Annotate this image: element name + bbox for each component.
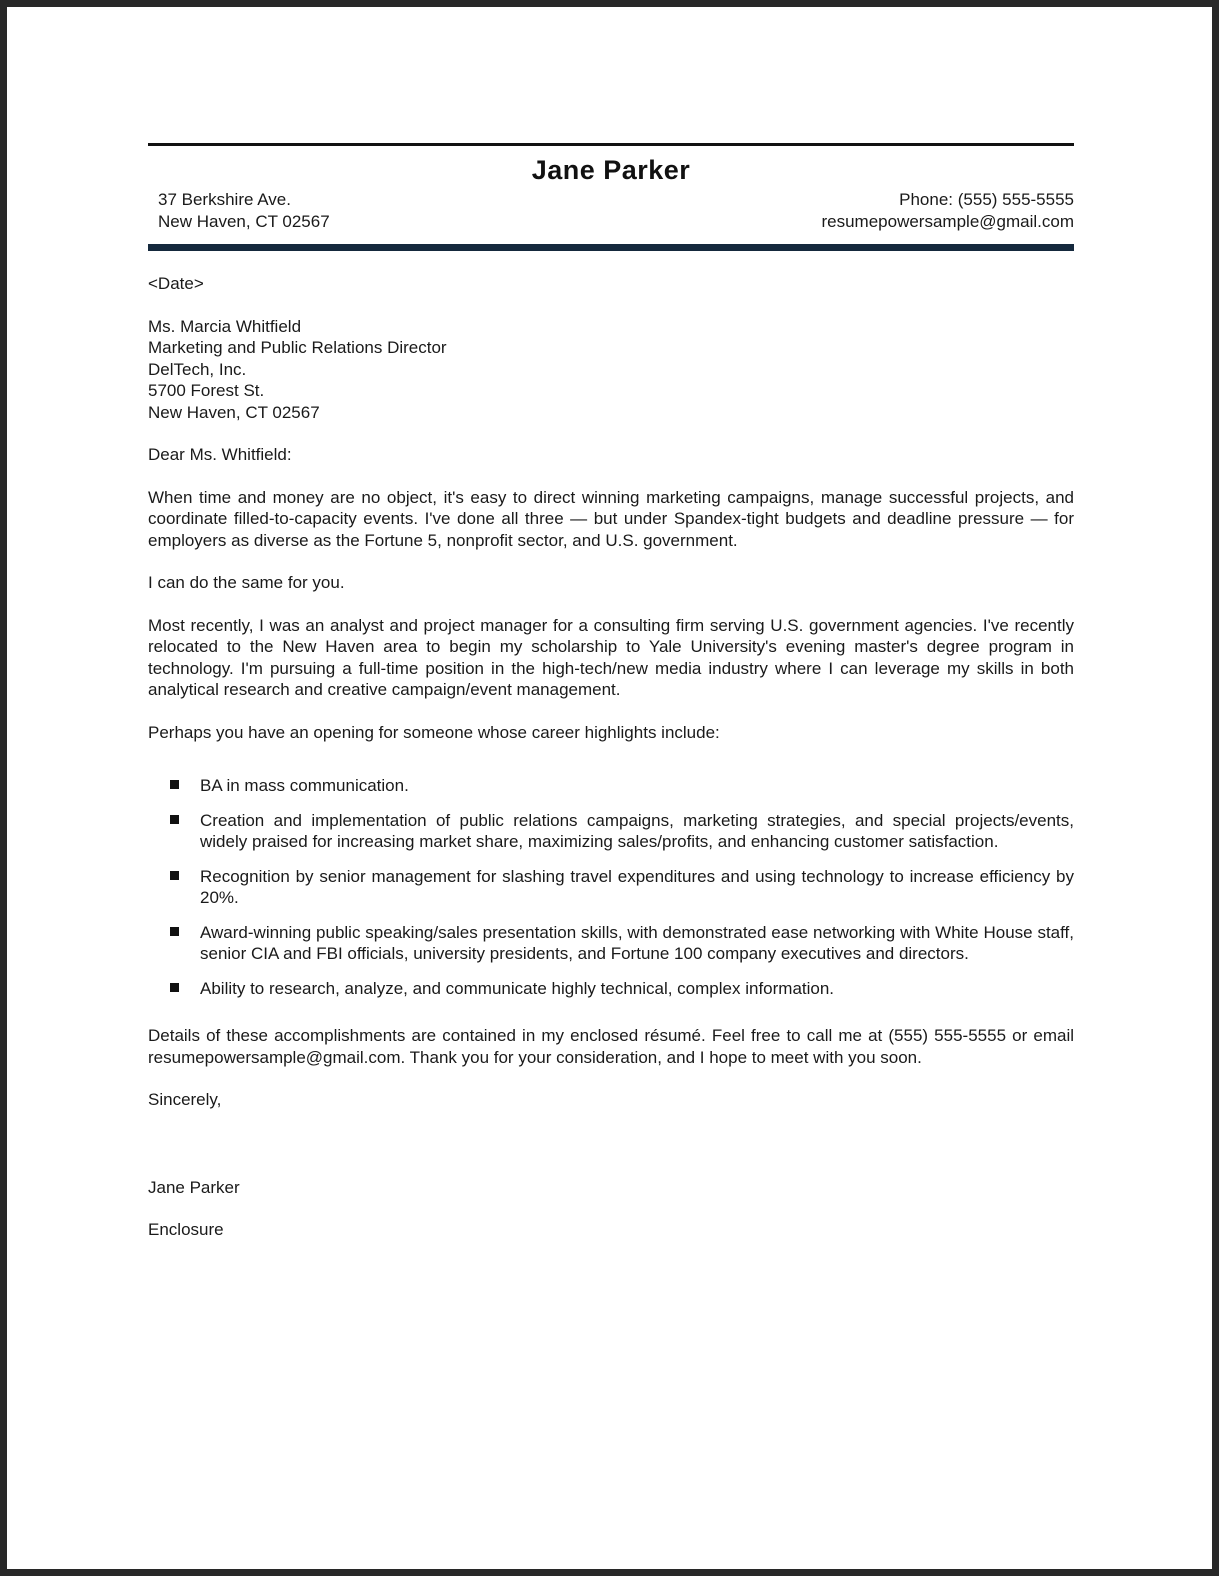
paragraph-same: I can do the same for you. bbox=[148, 573, 345, 592]
recipient-name: Ms. Marcia Whitfield bbox=[148, 316, 302, 336]
square-bullet-icon bbox=[170, 871, 179, 880]
list-item bbox=[148, 775, 1074, 797]
list-item-text: Award-winning public speaking/sales presentation skills, with demonstrated ease networking with White House staff, senior CIA and FBI officials, university presidents, and Fortune 100 company executives and directors. bbox=[200, 922, 1074, 963]
sender-address-line1: 37 Berkshire Ave. bbox=[158, 190, 291, 209]
list-item bbox=[148, 978, 1074, 1000]
letter-body bbox=[148, 273, 1074, 1241]
recipient-title: Marketing and Public Relations Director bbox=[148, 338, 447, 357]
recipient-company: DelTech, Inc. bbox=[148, 359, 247, 379]
highlights-list bbox=[148, 775, 1074, 999]
list-item bbox=[148, 922, 1074, 965]
sender-address-line2: New Haven, CT 02567 bbox=[158, 212, 330, 231]
sender-email: resumepowersample@gmail.com bbox=[821, 212, 1074, 231]
letter-content bbox=[148, 143, 1074, 1241]
square-bullet-icon bbox=[170, 780, 179, 789]
header-divider-rule bbox=[148, 244, 1074, 251]
recipient-street: 5700 Forest St. bbox=[148, 381, 265, 400]
list-item-text: BA in mass communication. bbox=[200, 776, 409, 795]
list-item bbox=[148, 866, 1074, 909]
page-title: Jane Parker bbox=[531, 155, 691, 185]
signature-name: Jane Parker bbox=[148, 1177, 240, 1197]
contact-header bbox=[148, 189, 1074, 233]
sender-phone: Phone: (555) 555-5555 bbox=[899, 190, 1074, 209]
salutation: Dear Ms. Whitfield: bbox=[148, 445, 292, 464]
paragraph-background: Most recently, I was an analyst and project manager for a consulting firm serving U.S. government agencies. I've recently relocated to the New Haven area to begin my scholarship to Yale University's evening master's degree program in technology. I'm pursuing a full-time position in the high-tech/new media industry where I can leverage my skills in both analytical research and creative campaign/event management. bbox=[148, 615, 1074, 699]
date-placeholder: <Date> bbox=[148, 274, 204, 293]
list-item bbox=[148, 810, 1074, 853]
list-item-text: Ability to research, analyze, and communicate highly technical, complex information. bbox=[200, 978, 835, 998]
sender-address bbox=[148, 189, 330, 233]
paragraph-closing: Details of these accomplishments are contained in my enclosed résumé. Feel free to call me at (555) 555-5555 or email resumepowersample@gmail.com. Thank you for your consideration, and I hope to meet with you soon. bbox=[148, 1026, 1074, 1067]
valediction: Sincerely, bbox=[148, 1090, 222, 1109]
square-bullet-icon bbox=[170, 983, 179, 992]
square-bullet-icon bbox=[170, 927, 179, 936]
enclosure-note: Enclosure bbox=[148, 1220, 224, 1239]
header-top-rule bbox=[148, 143, 1074, 146]
recipient-block bbox=[148, 316, 1074, 424]
sender-contact bbox=[821, 189, 1074, 233]
paragraph-intro: When time and money are no object, it's easy to direct winning marketing campaigns, manage successful projects, and coordinate filled-to-capacity events. I've done all three — but under Spandex-tight budgets and deadline pressure — for employers as diverse as the Fortune 5, nonprofit sector, and U.S. government. bbox=[148, 487, 1074, 550]
paragraph-lead-in: Perhaps you have an opening for someone whose career highlights include: bbox=[148, 722, 720, 742]
square-bullet-icon bbox=[170, 815, 179, 824]
list-item-text: Creation and implementation of public relations campaigns, marketing strategies, and special projects/events, widely praised for increasing market share, maximizing sales/profits, and enhancing customer satisfaction. bbox=[200, 810, 1074, 851]
recipient-city: New Haven, CT 02567 bbox=[148, 402, 320, 422]
list-item-text: Recognition by senior management for slashing travel expenditures and using technology to increase efficiency by 20%. bbox=[200, 866, 1074, 907]
